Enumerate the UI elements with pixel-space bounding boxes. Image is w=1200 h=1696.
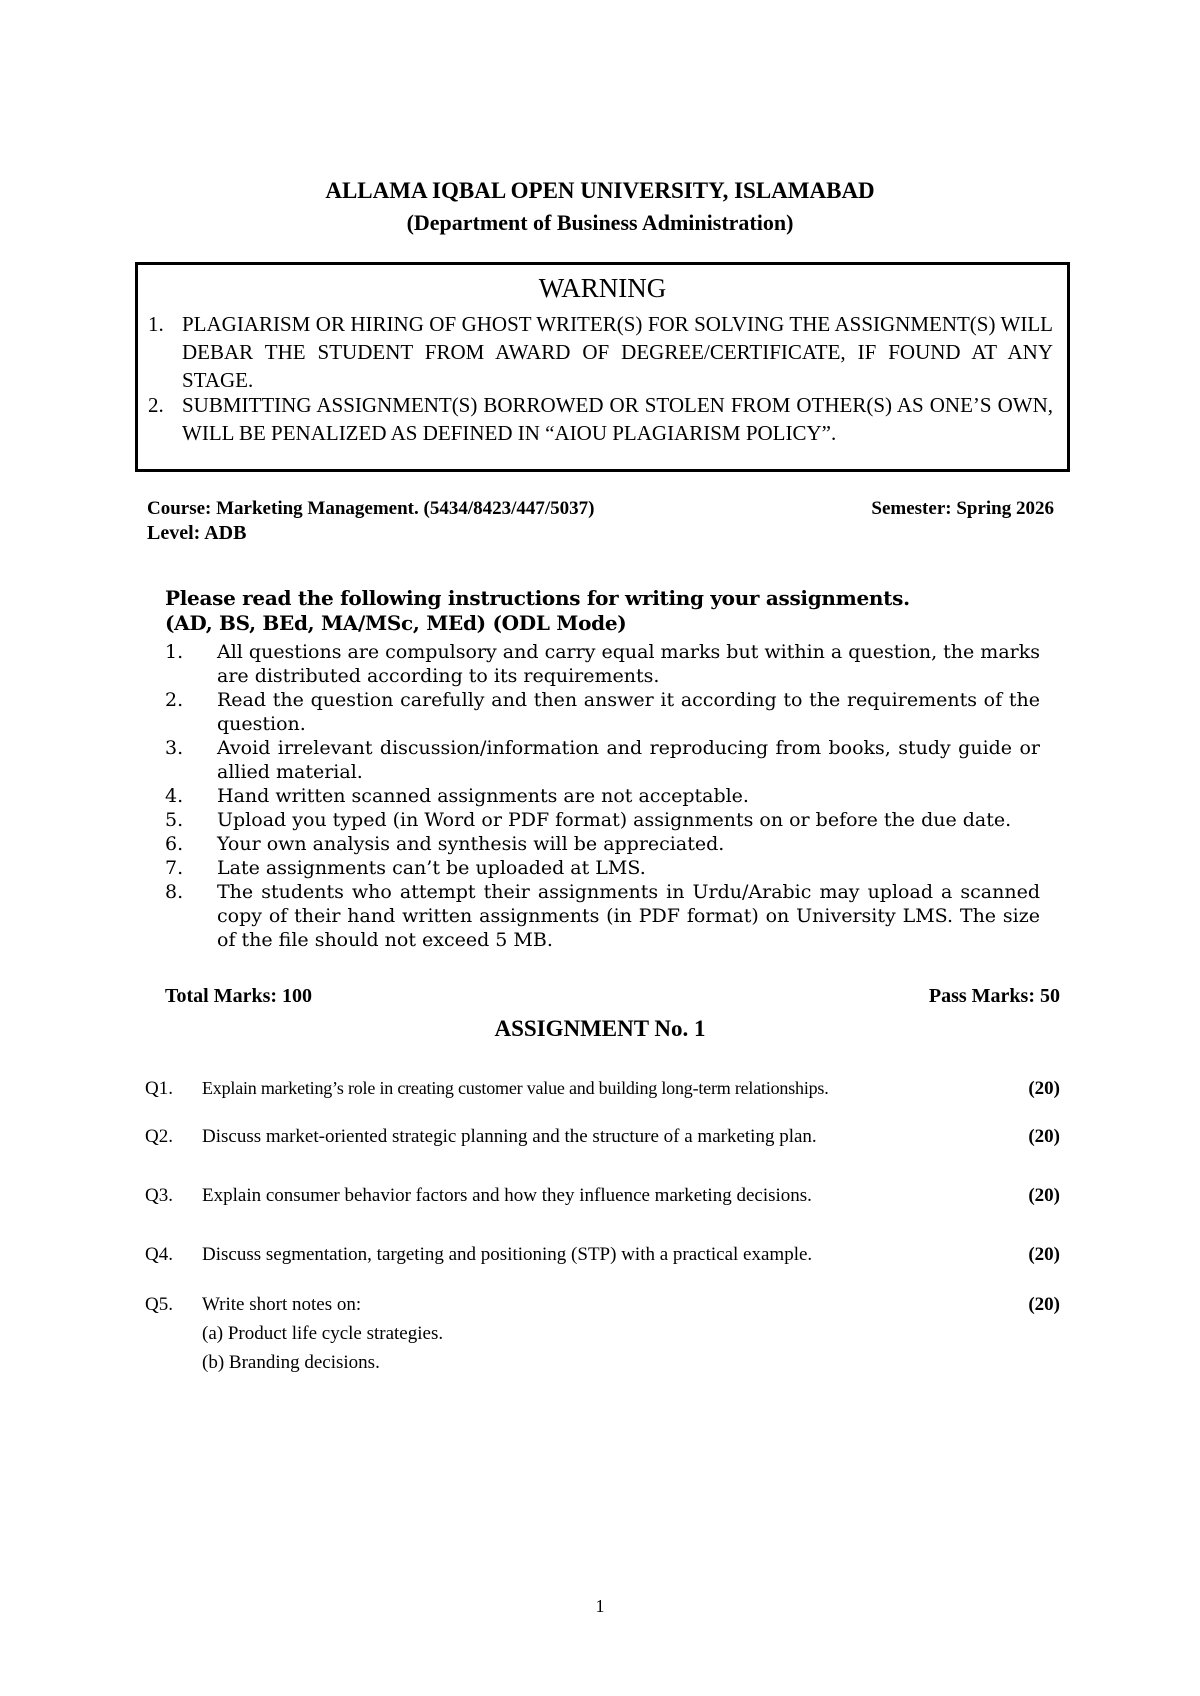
- instructions-subheading: (AD, BS, BEd, MA/MSc, MEd) (ODL Mode): [165, 611, 627, 635]
- question-text: Explain marketing’s role in creating customer value and building long-term relationships.: [202, 1078, 829, 1098]
- instruction-number: 5.: [165, 809, 184, 831]
- instruction-text: Avoid irrelevant discussion/information and reproducing from books, study guide or allied material.: [217, 737, 1040, 783]
- question-text: Discuss market-oriented strategic planning and the structure of a marketing plan.: [202, 1126, 817, 1147]
- warning-title: WARNING: [538, 273, 667, 303]
- warning-box: [135, 262, 1070, 472]
- question-item: [145, 1294, 1060, 1384]
- question-marks: (20): [1028, 1078, 1060, 1099]
- warning-item-number: 2.: [148, 393, 164, 417]
- semester-label: Semester: Spring 2026: [871, 498, 1054, 519]
- page-number: 1: [595, 1596, 605, 1616]
- instruction-text: Upload you typed (in Word or PDF format) assignments on or before the due date.: [217, 809, 1012, 831]
- instruction-number: 2.: [165, 689, 184, 711]
- instruction-number: 3.: [165, 737, 184, 759]
- question-marks: (20): [1028, 1294, 1060, 1315]
- department-name: (Department of Business Administration): [406, 210, 794, 235]
- question-text: Explain consumer behavior factors and how they influence marketing decisions.: [202, 1185, 812, 1206]
- question-text: Write short notes on:: [202, 1294, 362, 1315]
- instruction-number: 4.: [165, 785, 184, 807]
- instruction-text: Read the question carefully and then answer it according to the requirements of the question.: [217, 689, 1040, 735]
- instruction-number: 7.: [165, 857, 184, 879]
- warning-item-number: 1.: [148, 312, 164, 336]
- question-number: Q4.: [145, 1244, 173, 1265]
- instruction-item: [165, 856, 1040, 880]
- level-label: Level: ADB: [147, 522, 247, 544]
- instruction-text: Hand written scanned assignments are not acceptable.: [217, 785, 749, 807]
- course-label: Course: Marketing Management. (5434/8423/447/5037): [147, 498, 595, 519]
- total-marks: Total Marks: 100: [165, 985, 313, 1007]
- assignment-title: ASSIGNMENT No. 1: [494, 1016, 706, 1041]
- warning-item-text: SUBMITTING ASSIGNMENT(S) BORROWED OR STOLEN FROM OTHER(S) AS ONE’S OWN, WILL BE PENALIZED AS DEFINED IN “AIOU PLAGIARISM POLICY”.: [182, 393, 1053, 445]
- question-subitem: (b) Branding decisions.: [202, 1352, 380, 1373]
- question-number: Q5.: [145, 1294, 173, 1315]
- instruction-text: All questions are compulsory and carry equal marks but within a question, the marks are distributed according to its requirements.: [217, 641, 1041, 687]
- instruction-text: Your own analysis and synthesis will be appreciated.: [217, 833, 725, 855]
- question-number: Q2.: [145, 1126, 173, 1147]
- question-number: Q3.: [145, 1185, 173, 1206]
- question-subitem: (a) Product life cycle strategies.: [202, 1323, 444, 1344]
- instruction-item: [165, 736, 1040, 784]
- warning-item: [148, 310, 1053, 394]
- instruction-item: [165, 688, 1040, 736]
- question-marks: (20): [1028, 1185, 1060, 1206]
- question-marks: (20): [1028, 1126, 1060, 1147]
- instruction-text: The students who attempt their assignments in Urdu/Arabic may upload a scanned copy of their hand written assignments (in PDF format) on University LMS. The size of the file should not exceed 5 MB.: [217, 881, 1040, 951]
- instruction-number: 8.: [165, 881, 184, 903]
- instruction-item: [165, 808, 1040, 832]
- instructions-heading: Please read the following instructions for writing your assignments.: [165, 586, 910, 610]
- question-marks: (20): [1028, 1244, 1060, 1265]
- warning-item: [148, 391, 1053, 447]
- instruction-item: [165, 784, 1040, 808]
- pass-marks: Pass Marks: 50: [928, 985, 1060, 1007]
- instruction-text: Late assignments can’t be uploaded at LMS.: [217, 857, 646, 879]
- instruction-item: [165, 832, 1040, 856]
- question-number: Q1.: [145, 1078, 173, 1099]
- instruction-item: [165, 880, 1040, 952]
- question-text: Discuss segmentation, targeting and positioning (STP) with a practical example.: [202, 1244, 813, 1265]
- university-name: ALLAMA IQBAL OPEN UNIVERSITY, ISLAMABAD: [325, 178, 875, 203]
- instruction-number: 6.: [165, 833, 184, 855]
- warning-item-text: PLAGIARISM OR HIRING OF GHOST WRITER(S) FOR SOLVING THE ASSIGNMENT(S) WILL DEBAR THE STUDENT FROM AWARD OF DEGREE/CERTIFICATE, IF FOUND AT ANY STAGE.: [182, 312, 1053, 392]
- instruction-item: [165, 640, 1040, 688]
- instructions-list: [165, 640, 1040, 952]
- instruction-number: 1.: [165, 641, 184, 663]
